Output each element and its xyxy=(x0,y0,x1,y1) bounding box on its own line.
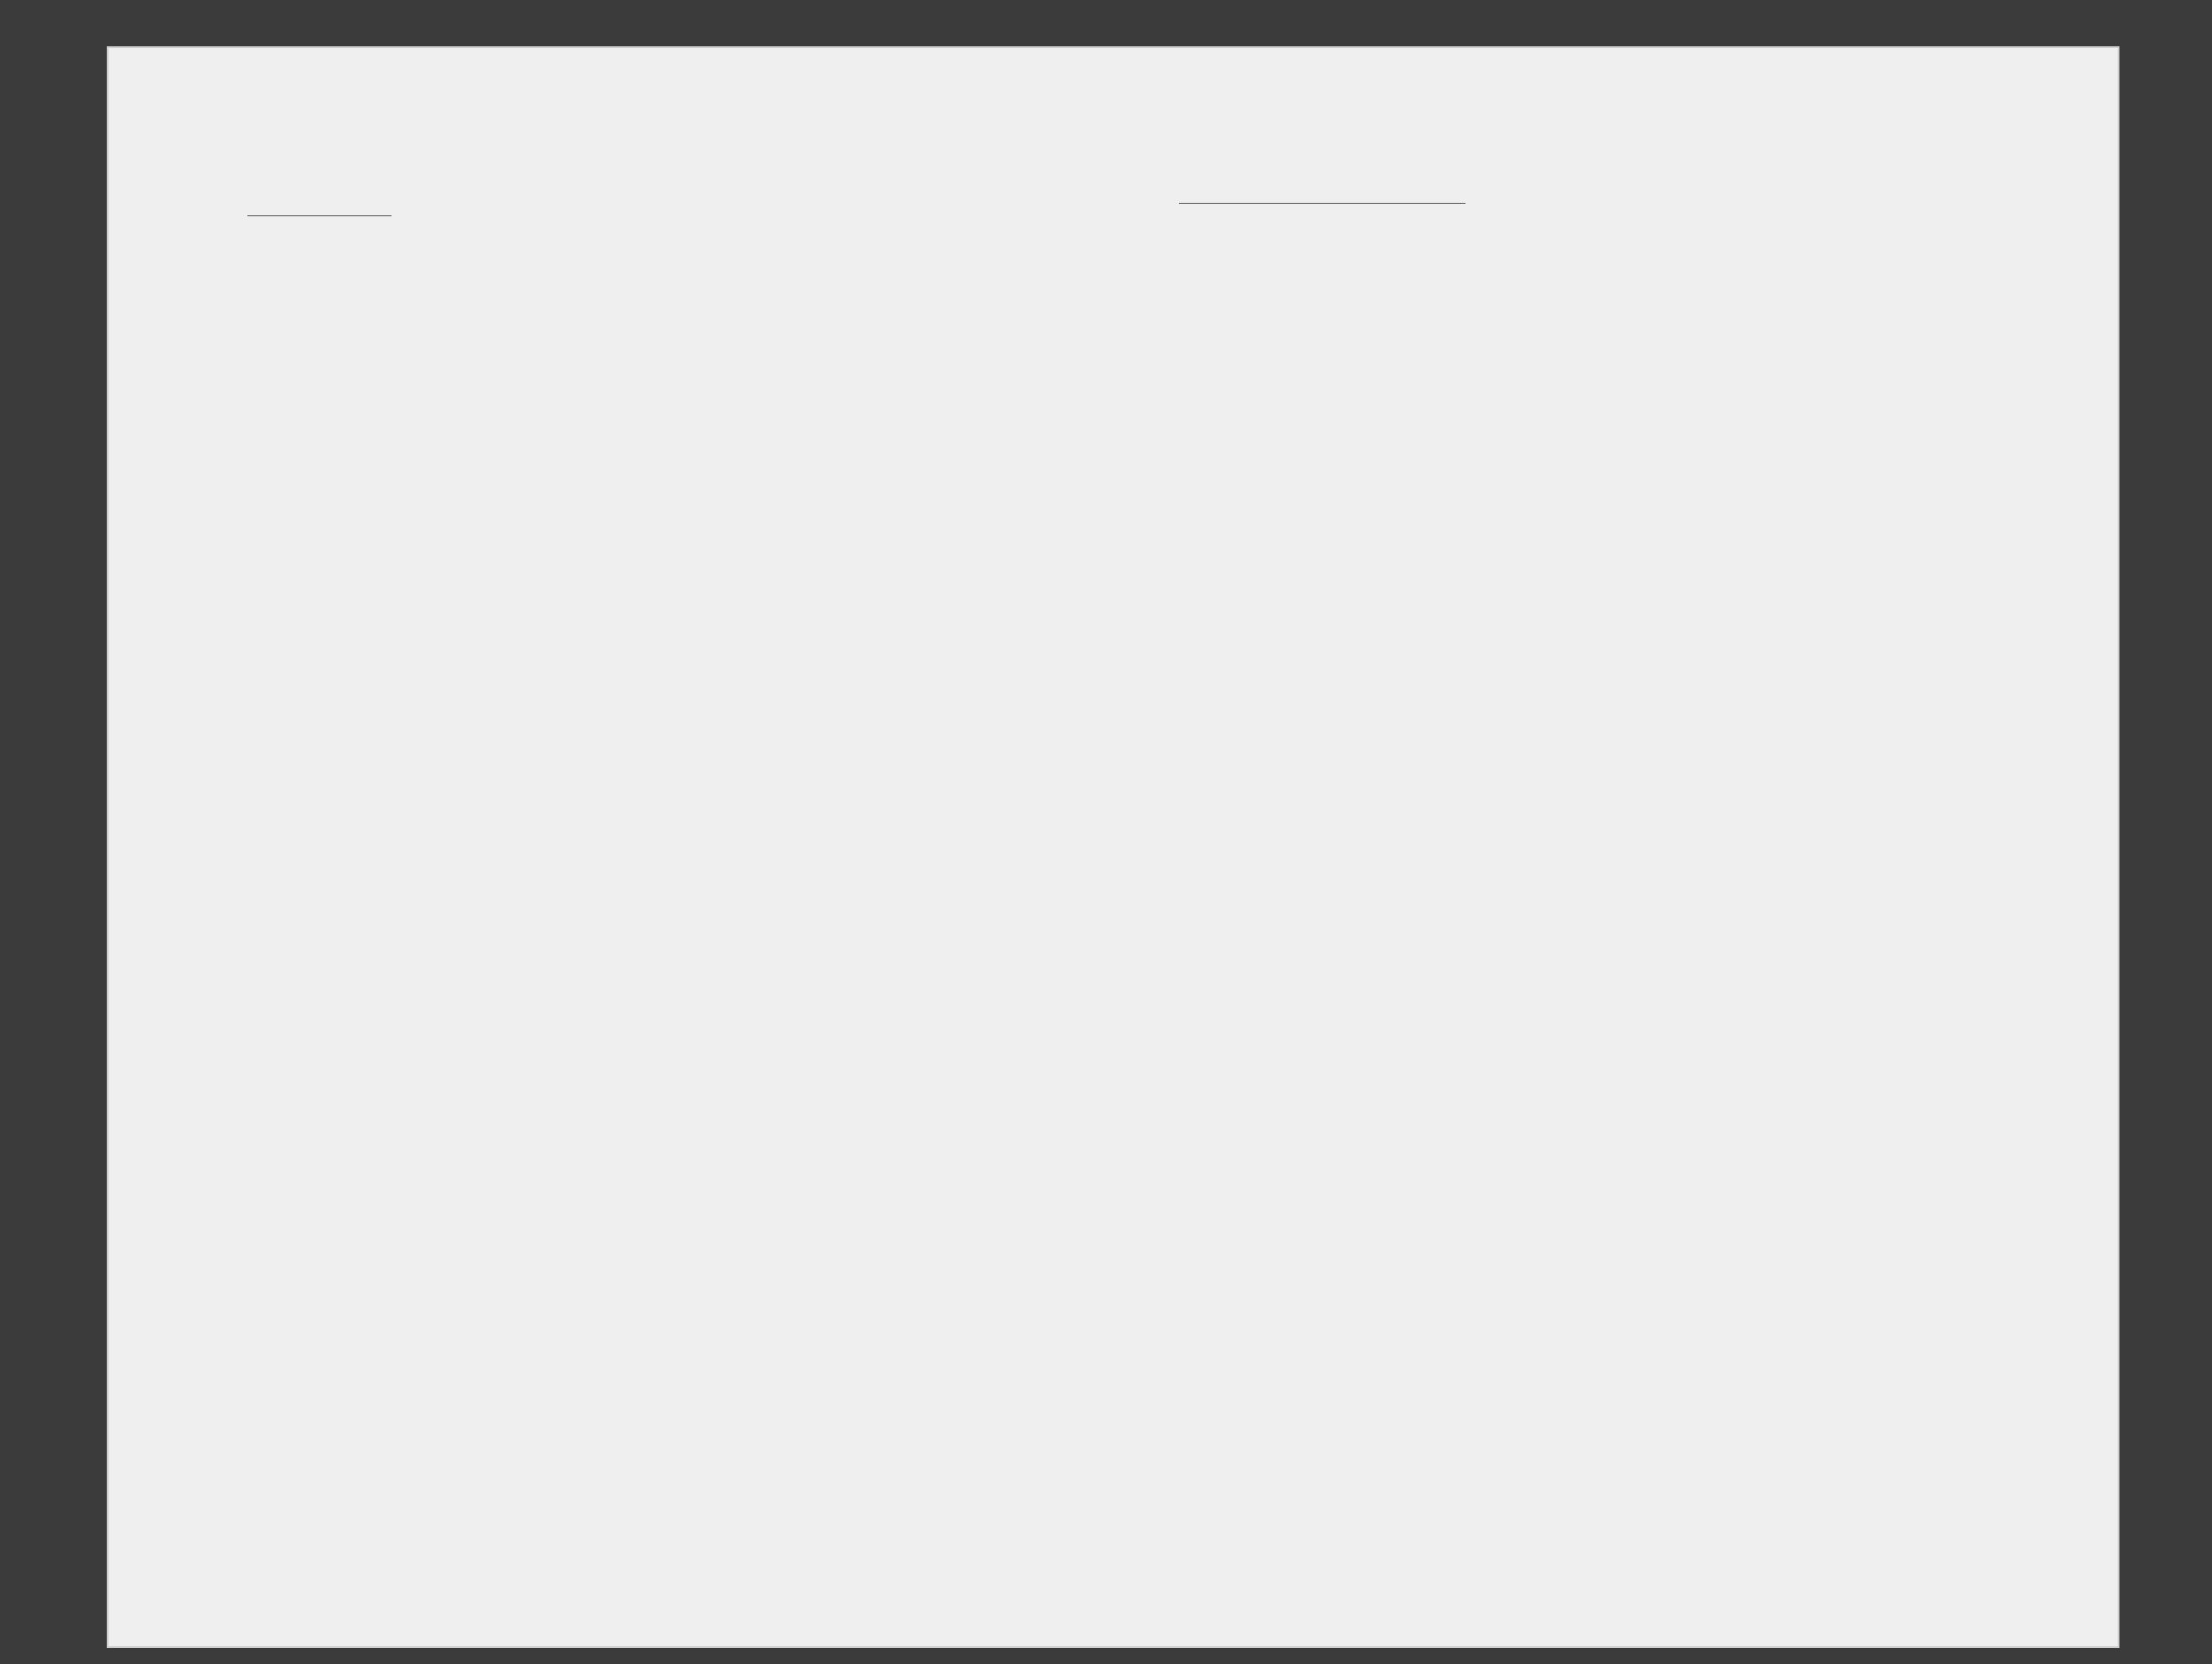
table-grid xyxy=(107,46,2119,1648)
register-page xyxy=(107,46,2119,1648)
